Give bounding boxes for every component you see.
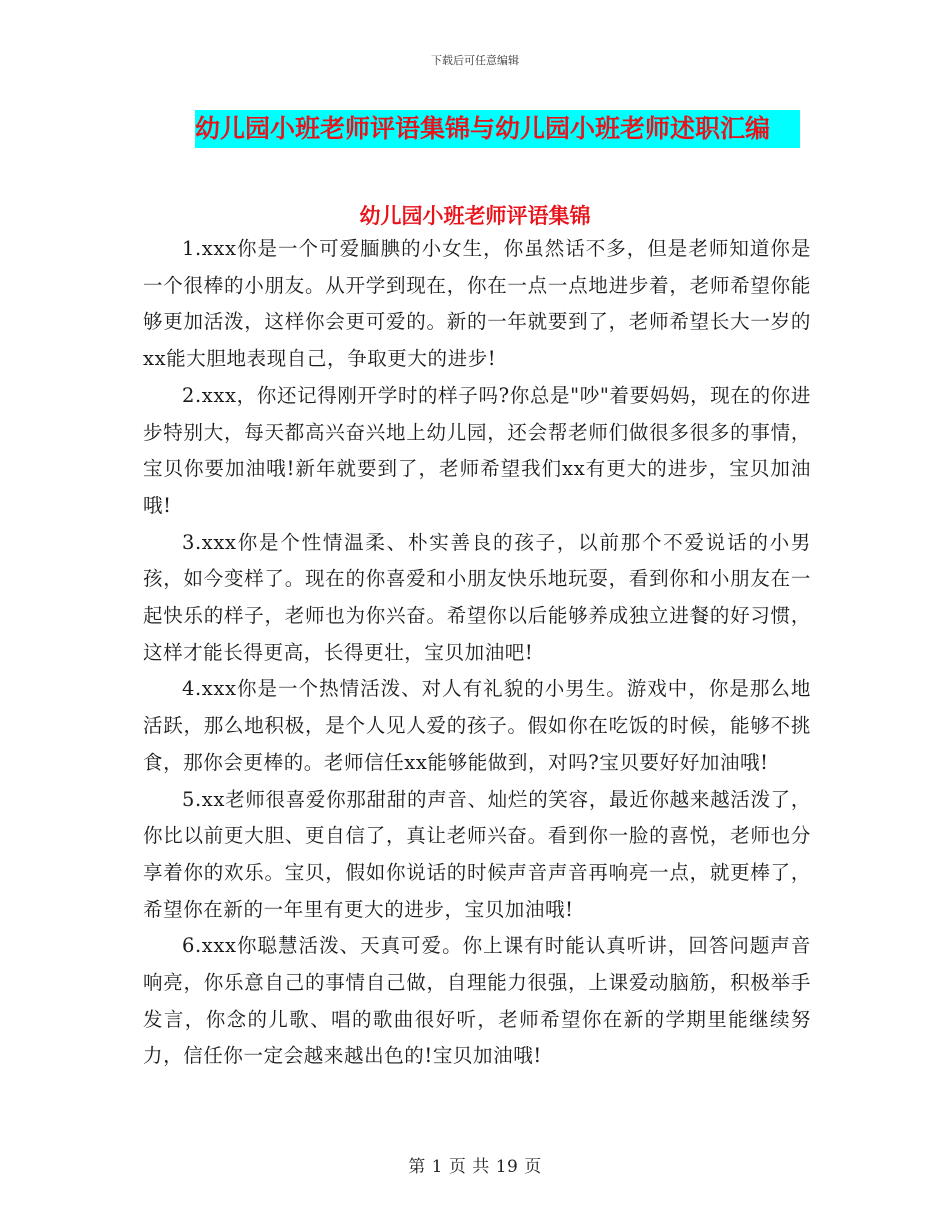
paragraph-2: 2.xxx，你还记得刚开学时的样子吗?你总是"吵"着要妈妈，现在的你进步特别大，每天都高兴奋兴地上幼儿园，还会帮老师们做很多很多的事情，宝贝你要加油哦!新年就要到了，老师希望我们xx有更大的进步，宝贝加油哦! xyxy=(143,383,811,517)
paragraph-4: 4.xxx你是一个热情活泼、对人有礼貌的小男生。游戏中，你是那么地活跃，那么地积极，是个人见人爱的孩子。假如你在吃饭的时候，能够不挑食，那你会更棒的。老师信任xx能够能做到，对吗?宝贝要好好加油哦! xyxy=(143,677,811,774)
paragraph-6: 6.xxx你聪慧活泼、天真可爱。你上课有时能认真听讲，回答问题声音响亮，你乐意自己的事情自己做，自理能力很强，上课爱动脑筋，积极举手发言，你念的儿歌、唱的歌曲很好听，老师希望你在新的学期里能继续努力，信任你一定会越来越出色的!宝贝加油哦! xyxy=(143,934,811,1068)
page-footer: 第 1 页 共 19 页 xyxy=(408,1157,542,1177)
paragraph-1: 1.xxx你是一个可爱腼腆的小女生，你虽然话不多，但是老师知道你是一个很棒的小朋友。从开学到现在，你在一点一点地进步着，老师希望你能够更加活泼，这样你会更可爱的。新的一年就要到了，老师希望长大一岁的xx能大胆地表现自己，争取更大的进步! xyxy=(143,237,811,371)
main-title: 幼儿园小班老师评语集锦与幼儿园小班老师述职汇编 xyxy=(195,110,800,148)
section-title: 幼儿园小班老师评语集锦 xyxy=(359,204,591,228)
page-header-note: 下载后可任意编辑 xyxy=(431,54,519,67)
paragraph-5: 5.xx老师很喜爱你那甜甜的声音、灿烂的笑容，最近你越来越活泼了，你比以前更大胆、更自信了，真让老师兴奋。看到你一脸的喜悦，老师也分享着你的欢乐。宝贝，假如你说话的时候声音声音再响亮一点，就更棒了，希望你在新的一年里有更大的进步，宝贝加油哦! xyxy=(143,787,811,921)
body-text xyxy=(143,231,811,1075)
paragraph-3: 3.xxx你是个性情温柔、朴实善良的孩子，以前那个不爱说话的小男孩，如今变样了。现在的你喜爱和小朋友快乐地玩耍，看到你和小朋友在一起快乐的样子，老师也为你兴奋。希望你以后能够养成独立进餐的好习惯，这样才能长得更高，长得更壮，宝贝加油吧! xyxy=(143,530,811,664)
